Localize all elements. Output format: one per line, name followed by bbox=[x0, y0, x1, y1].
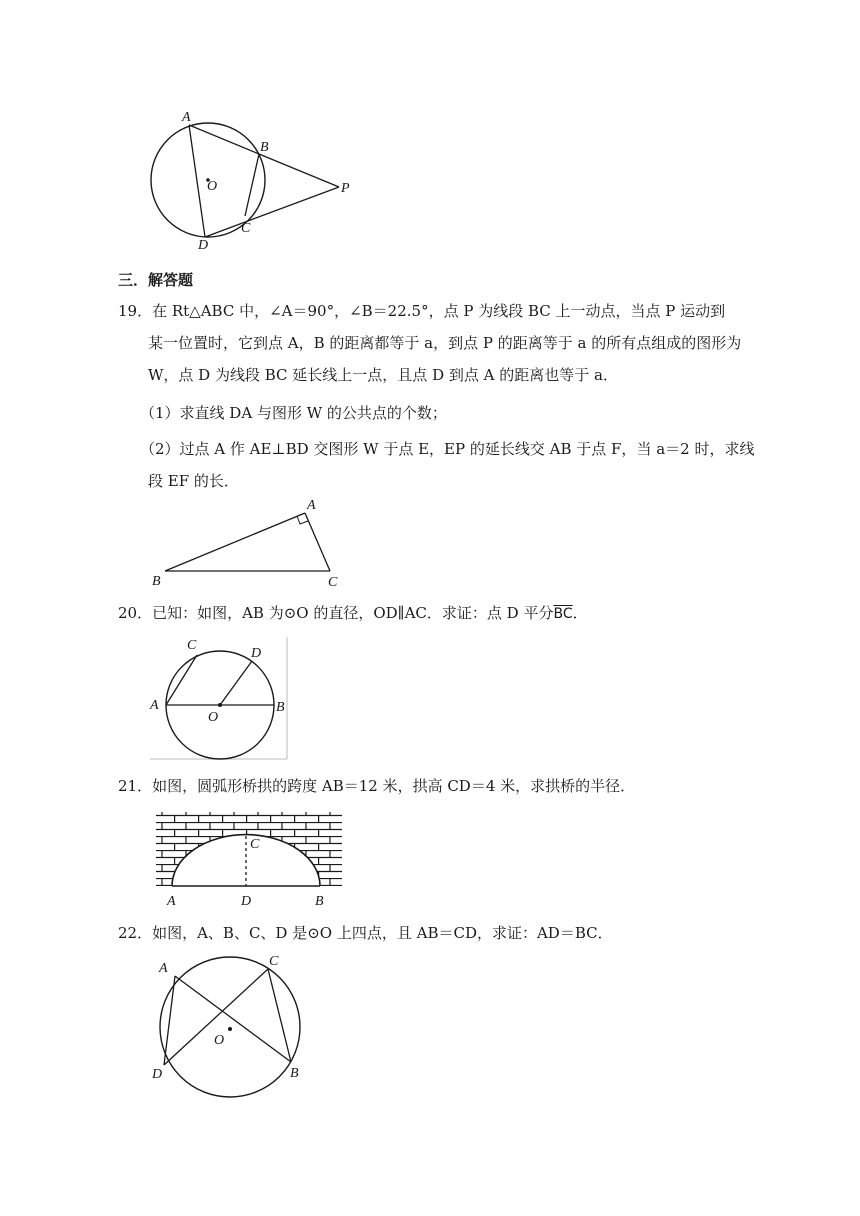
brick-wall bbox=[156, 812, 342, 886]
label-c: C bbox=[328, 575, 338, 590]
side-ba bbox=[165, 513, 305, 571]
chord-ac bbox=[166, 655, 197, 705]
center-dot bbox=[228, 1027, 232, 1031]
label-o: O bbox=[214, 1033, 225, 1048]
label-c: C bbox=[187, 638, 197, 653]
label-o: O bbox=[208, 710, 219, 725]
label-d: D bbox=[251, 646, 262, 661]
label-c: C bbox=[250, 837, 260, 852]
label-p: P bbox=[341, 181, 350, 196]
q19-line2: 某一位置时，它到点 A，B 的距离都等于 a，到点 P 的距离等于 a 的所有点组成的图形为 bbox=[148, 334, 742, 352]
q19-part2b: 段 EF 的长． bbox=[148, 472, 239, 490]
chord-cd bbox=[164, 969, 268, 1065]
label-a: A bbox=[182, 110, 191, 125]
q19-line3: W，点 D 为线段 BC 延长线上一点，且点 D 到点 A 的距离也等于 a． bbox=[148, 366, 618, 384]
q20-text bbox=[118, 603, 588, 624]
label-b: B bbox=[315, 894, 324, 909]
figure-q18 bbox=[140, 108, 370, 258]
segment-bc bbox=[245, 154, 259, 216]
radius-od bbox=[220, 661, 252, 705]
label-o: O bbox=[207, 179, 218, 194]
label-a: A bbox=[159, 961, 168, 976]
wall-bottom-left bbox=[156, 874, 172, 886]
section-header: 三．解答题 bbox=[118, 271, 194, 289]
chord-ad bbox=[164, 976, 175, 1065]
segment-dc-p bbox=[205, 187, 339, 237]
side-ac bbox=[305, 513, 330, 571]
label-a: A bbox=[307, 498, 316, 513]
q20-statement: 20．已知：如图，AB 为⊙O 的直径，OD∥AC．求证：点 D 平分 bbox=[118, 604, 554, 622]
label-d: D bbox=[241, 894, 252, 909]
label-b: B bbox=[152, 574, 161, 589]
figure-q21 bbox=[150, 808, 350, 913]
q19-part2a: （2）过点 A 作 AE⊥BD 交图形 W 于点 E，EP 的延长线交 AB 于点 F，当 a＝2 时，求线 bbox=[140, 440, 755, 458]
q20-arc-bc: $\overline{BC}$ bbox=[553, 606, 573, 622]
figure-q19 bbox=[145, 495, 355, 595]
label-c: C bbox=[269, 954, 279, 969]
q19-part1: （1）求直线 DA 与图形 W 的公共点的个数； bbox=[140, 404, 447, 422]
q20-end: ． bbox=[572, 604, 588, 622]
label-b: B bbox=[290, 1066, 299, 1081]
label-b: B bbox=[260, 140, 269, 155]
chord-ab bbox=[175, 976, 291, 1062]
q19-line1: 19．在 Rt△ABC 中，∠A＝90°，∠B＝22.5°，点 P 为线段 BC 上一动点，当点 P 运动到 bbox=[118, 302, 726, 320]
segment-bp bbox=[259, 154, 339, 187]
label-b: B bbox=[276, 700, 285, 715]
label-a: A bbox=[167, 894, 176, 909]
figure-q20 bbox=[145, 635, 295, 763]
center-dot bbox=[218, 703, 222, 707]
label-c: C bbox=[241, 221, 251, 236]
label-a: A bbox=[150, 698, 159, 713]
q21-text: 21．如图，圆弧形桥拱的跨度 AB＝12 米，拱高 CD＝4 米，求拱桥的半径． bbox=[118, 777, 636, 795]
q22-text: 22．如图，A、B、C、D 是⊙O 上四点，且 AB＝CD，求证：AD＝BC． bbox=[118, 924, 613, 942]
label-d: D bbox=[152, 1067, 163, 1082]
segment-ad bbox=[189, 125, 205, 237]
label-d: D bbox=[198, 238, 209, 253]
figure-q22 bbox=[145, 952, 320, 1104]
